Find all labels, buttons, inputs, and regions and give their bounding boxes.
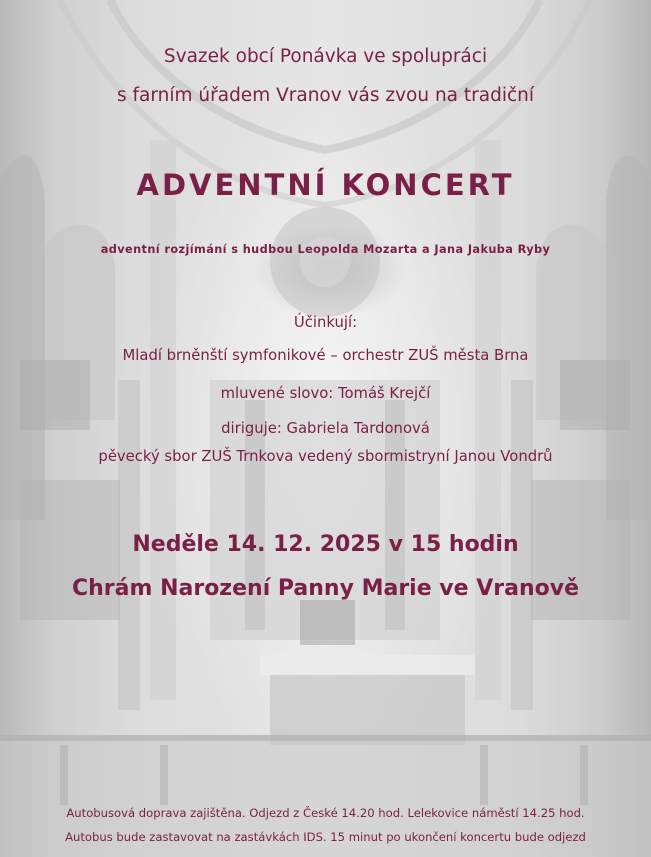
performer-narration: mluvené slovo: Tomáš Krejčí (220, 385, 431, 402)
intro-line-1: Svazek obcí Ponávka ve spolupráci (163, 46, 488, 67)
concert-title: ADVENTNÍ KONCERT (136, 168, 515, 202)
transport-note-1: Autobusová doprava zajištěna. Odjezd z České 14.20 hod. Lelekovice náměstí 14.25 hod. (66, 806, 585, 820)
performers-label: Účinkují: (293, 314, 358, 331)
performer-choir: pěvecký sbor ZUŠ Trnkova vedený sbormistryní Janou Vondrů (98, 448, 553, 465)
concert-datetime: Neděle 14. 12. 2025 v 15 hodin (132, 532, 519, 557)
transport-note-2: Autobus bude zastavovat na zastávkách IDS. 15 minut po ukončení koncertu bude odjezd (65, 830, 586, 844)
concert-venue: Chrám Narození Panny Marie ve Vranově (72, 576, 579, 601)
intro-line-2: s farním úřadem Vranov vás zvou na tradiční (116, 85, 535, 106)
performer-conductor: diriguje: Gabriela Tardonová (221, 420, 430, 437)
concert-subtitle: adventní rozjímání s hudbou Leopolda Mozarta a Jana Jakuba Ryby (100, 243, 551, 256)
performer-orchestra: Mladí brněnští symfonikové – orchestr ZUŠ města Brna (122, 347, 529, 364)
